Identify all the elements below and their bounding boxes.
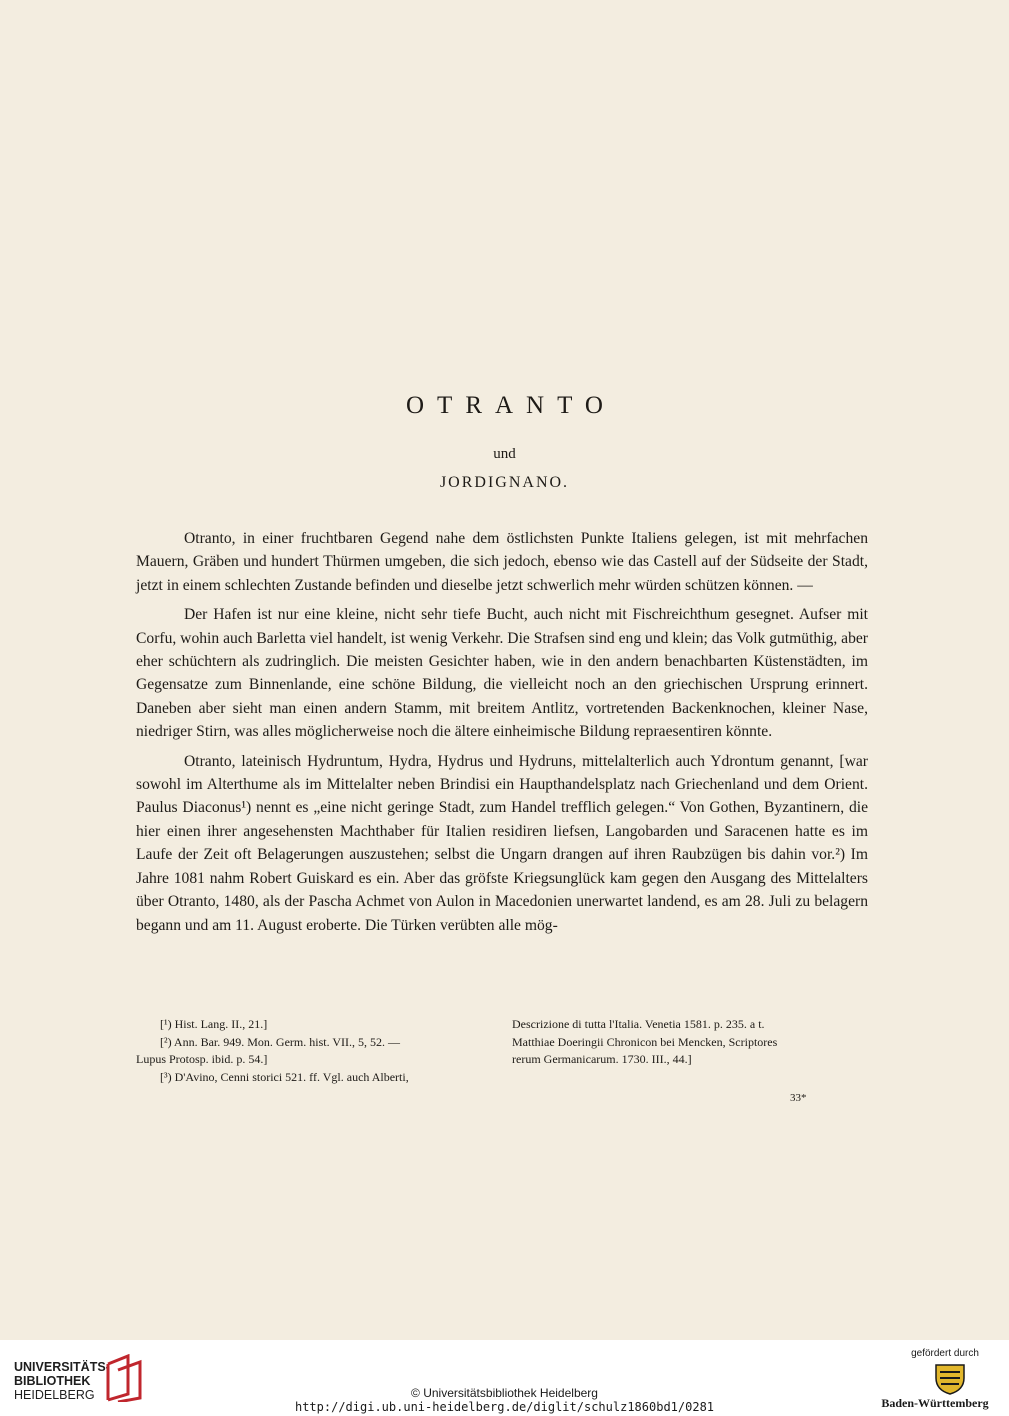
library-name-line3: HEIDELBERG xyxy=(14,1388,95,1402)
footer-bar xyxy=(0,1340,1009,1416)
page-title: OTRANTO xyxy=(406,392,616,419)
title-connector: und xyxy=(493,446,516,462)
footnote-line: [¹) Hist. Lang. II., 21.] xyxy=(160,1017,268,1031)
copyright-text: © Universitätsbibliothek Heidelberg xyxy=(411,1386,598,1400)
footnotes-left-column xyxy=(136,1016,496,1086)
footnote-line: Matthiae Doeringii Chronicon bei Mencken, Scriptores xyxy=(512,1034,778,1049)
library-name-line2: BIBLIOTHEK xyxy=(14,1374,91,1388)
footnote-line: Lupus Protosp. ibid. p. 54.] xyxy=(136,1052,268,1066)
paragraph: Otranto, in einer fruchtbaren Gegend nahe dem östlichsten Punkte Italiens gelegen, ist mit mehrfachen Mauern, Gräben und hundert Thürmen umgeben, die sich jedoch, ebenso wie das Castell auf der Südseite der Stadt, jetzt in einem schlechten Zustande befinden und dieselbe jetzt schwerlich mehr würden schützen können. — xyxy=(136,530,868,594)
permalink-url[interactable]: http://digi.ub.uni-heidelberg.de/diglit/schulz1860bd1/0281 xyxy=(294,1400,715,1414)
library-name-line1: UNIVERSITÄTS- xyxy=(14,1360,110,1374)
paragraph: Otranto, lateinisch Hydruntum, Hydra, Hydrus und Hydruns, mittelalterlich auch Ydrontum genannt, [war sowohl im Alterthume als im Mittelalter neben Brindisi ein Haupthandelsplatz nach Griechenland und dem Orient. Paulus Diaconus¹) nennt es „eine nicht geringe Stadt, zum Handel trefflich gelegen.“ Von Gothen, Byzantinern, die hier einen ihrer angesehensten Machthaber für Italien residiren liefsen, Langobarden und Saracenen hatte es im Laufe der Zeit oft Belagerungen auszustehen; selbst die Ungarn drangen auf ihren Raubzügen bis dahin vor.²) Im Jahre 1081 nahm Robert Guiskard es ein. Aber das gröfste Kriegsunglück kam gegen den Ausgang des Mittelalters über Otranto, 1480, als der Pascha Achmet von Aulon in Macedonien unerwartet landend, es am 28. Juli zu belagern begann und am 11. August eroberte. Die Türken verübten alle mög- xyxy=(136,752,868,934)
footnotes-right-column xyxy=(512,1016,868,1069)
sponsor-label: gefördert durch xyxy=(911,1348,979,1359)
page-signature: 33* xyxy=(790,1092,807,1104)
state-crest-icon xyxy=(930,1362,970,1396)
footnote-line: Descrizione di tutta l'Italia. Venetia 1581. p. 235. a t. xyxy=(512,1017,765,1031)
sponsor-name: Baden-Württemberg xyxy=(881,1396,989,1410)
page-subtitle: JORDIGNANO. xyxy=(439,474,570,491)
body-text xyxy=(136,527,868,943)
footnote-line: rerum Germanicarum. 1730. III., 44.] xyxy=(512,1052,692,1066)
footnote-line: [³) D'Avino, Cenni storici 521. ff. Vgl. auch Alberti, xyxy=(160,1069,409,1084)
footnote-line: [²) Ann. Bar. 949. Mon. Germ. hist. VII., 5, 52. — xyxy=(160,1034,401,1049)
paragraph: Der Hafen ist nur eine kleine, nicht sehr tiefe Bucht, auch nicht mit Fischreichthum gesegnet. Aufser mit Corfu, wohin auch Barletta viel handelt, ist wenig Verkehr. Die Strafsen sind eng und klein; das Volk gutmüthig, aber eher schüchtern als zudringlich. Die meisten Gesichter haben, wie in den andern benachbarten Küstenstädten, im Gegensatze zum Binnenlande, eine schöne Bildung, die vielleicht noch an den griechischen Ursprung erinnert. Daneben aber sieht man einen andern Stamm, mit breitem Antlitz, vortretenden Backenknochen, kleiner Nase, niedriger Stirn, was alles möglicherweise noch die ältere einheimische Bildung repraesentiren könnte. xyxy=(136,606,868,741)
